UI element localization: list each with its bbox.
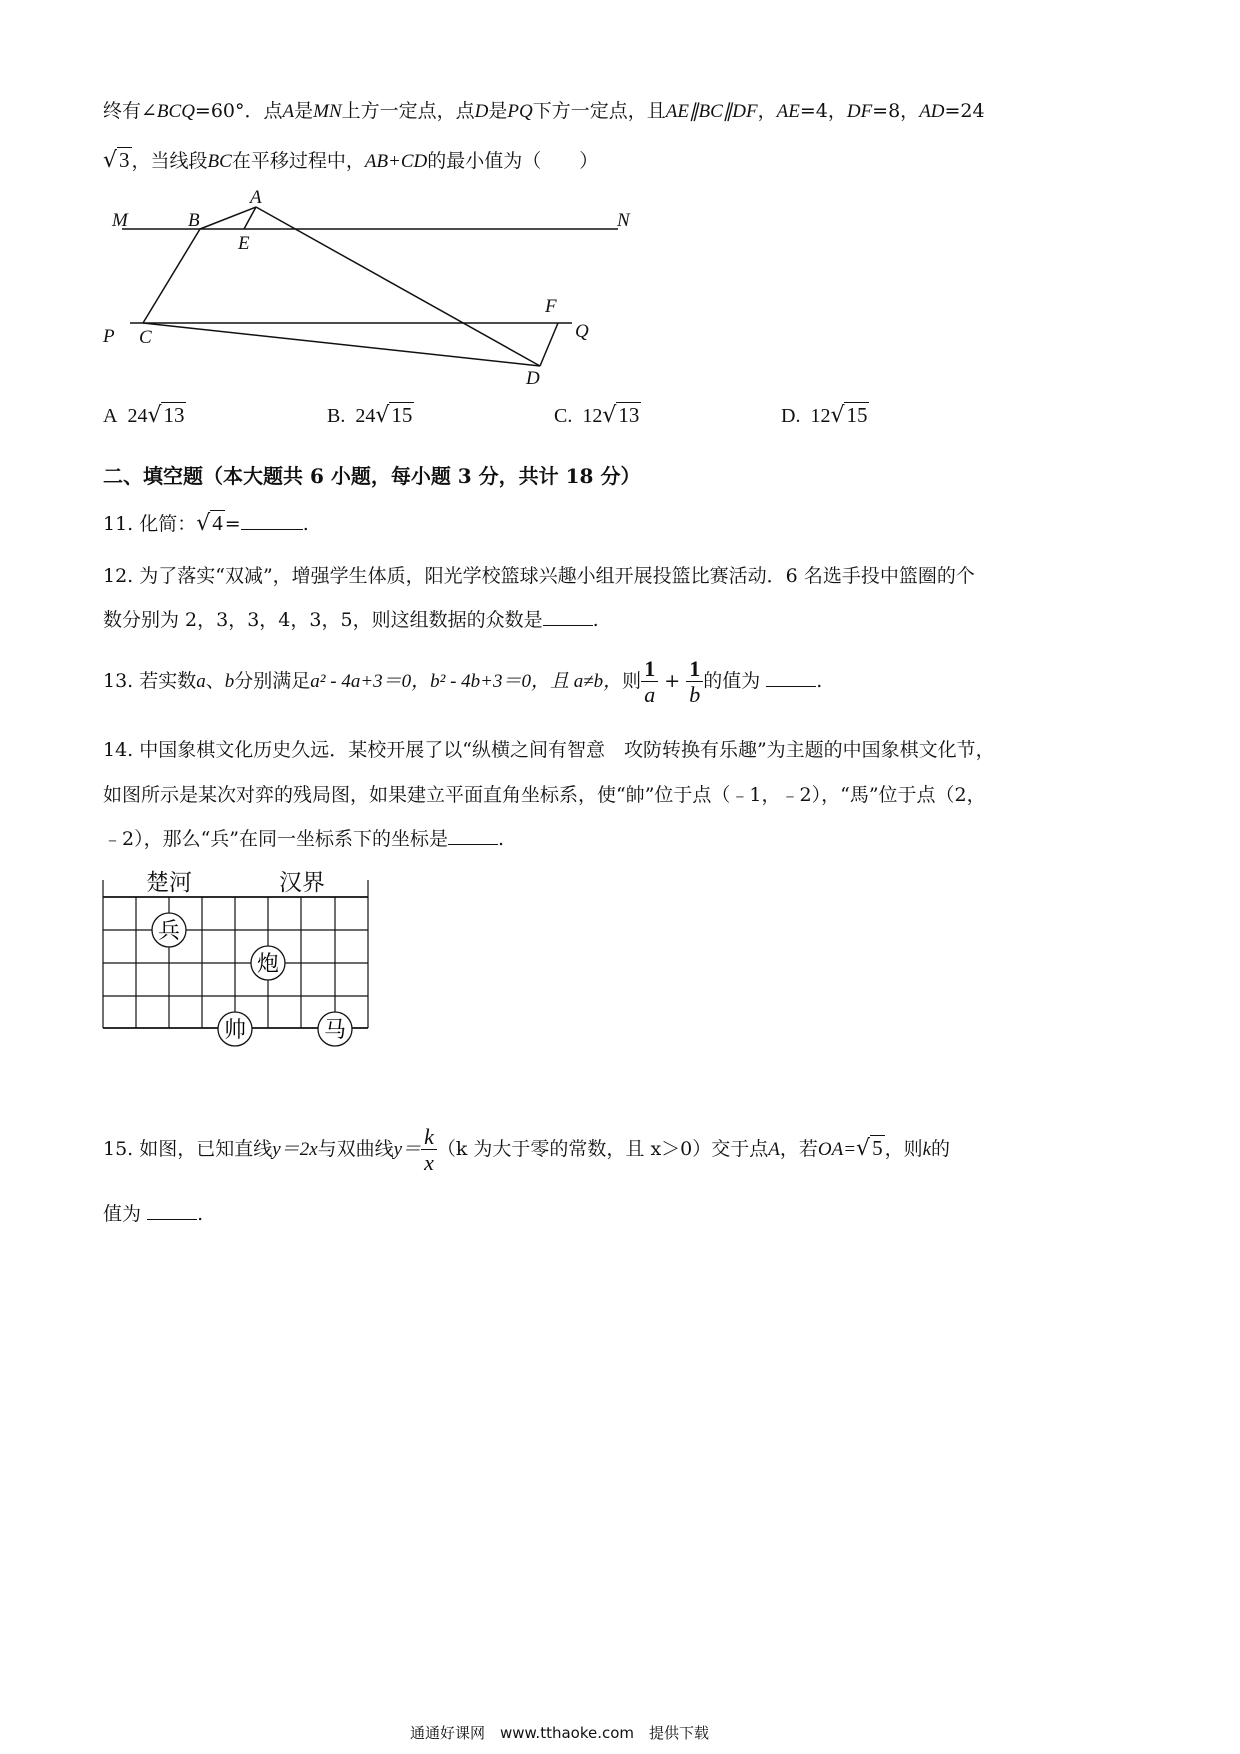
q14-line3: ﹣2），那么“兵”在同一坐标系下的坐标是 . <box>103 828 505 850</box>
chess-piece-label: 炮 <box>256 952 280 977</box>
fraction-1-over-b: $\frac{1}{b}$ <box>686 656 703 708</box>
q10-line1: 终有∠BCQ=60°．点A是MN上方一定点，点D是PQ下方一定点，且AE∥BC∥DF，AE=4，DF=8，AD=24 <box>103 100 985 122</box>
label-m: M <box>112 210 128 231</box>
label-a: A <box>250 187 262 208</box>
label-p: P <box>103 326 115 347</box>
label-c: C <box>139 327 152 348</box>
chess-piece-3 <box>318 1012 352 1046</box>
chess-piece-label: 马 <box>323 1018 347 1043</box>
chess-piece-0 <box>152 913 186 947</box>
footer-text: 通通好课网 www.tthaoke.com 提供下载 <box>410 1724 710 1742</box>
sqrt-4: √4 <box>196 511 223 536</box>
chess-piece-label: 帅 <box>223 1018 247 1043</box>
sqrt-5: √5 <box>856 1135 883 1161</box>
label-e: E <box>238 233 250 254</box>
option-d[interactable]: D. 12√15 <box>781 403 868 428</box>
label-q: Q <box>575 321 589 342</box>
sqrt-3: √3 <box>103 148 130 173</box>
option-a[interactable]: A 24√13 <box>103 403 185 428</box>
fraction-k-over-x: $\frac{k}{x}$ <box>421 1124 437 1176</box>
q15-line1: 15. 如图，已知直线y＝2x与双曲线y＝ $\frac{k}{x}$ （k 为大于零的常数，且 x＞0）交于点A，若OA=√5 ，则k的 <box>103 1124 951 1176</box>
q12-line1: 12. 为了落实“双减”，增强学生体质，阳光学校篮球兴趣小组开展投篮比赛活动．6 名选手投中篮圈的个 <box>103 565 975 587</box>
fraction-1-over-a: $\frac{1}{a}$ <box>641 656 658 708</box>
q10-line2: √3 ，当线段BC在平移过程中，AB+CD的最小值为（ ） <box>103 148 599 173</box>
option-c[interactable]: C. 12√13 <box>554 403 640 428</box>
q14-line2: 如图所示是某次对弈的残局图，如果建立平面直角坐标系，使“帥”位于点（﹣1，﹣2），“馬”位于点（2， <box>103 784 986 806</box>
chess-piece-label: 兵 <box>157 919 181 944</box>
q13: 13. 若实数a、b分别满足a² - 4a+3＝0，b² - 4b+3＝0，且 a≠b，则 $\frac{1}{a}$ + $\frac{1}{b}$ 的值为 . <box>103 656 823 708</box>
q14-line1: 14. 中国象棋文化历史久远．某校开展了以“纵横之间有智意 攻防转换有乐趣”为主题的中国象棋文化节， <box>103 739 995 761</box>
chess-piece-2 <box>218 1012 252 1046</box>
q12-line2: 数分别为 2，3，3，4，3，5，则这组数据的众数是 . <box>103 609 599 631</box>
label-d: D <box>526 368 540 389</box>
option-b[interactable]: B. 24√15 <box>327 403 413 428</box>
board-chuhe: 楚河 <box>146 870 192 896</box>
chess-piece-1 <box>251 946 285 980</box>
q11: 11. 化简：√4 = . <box>103 511 309 536</box>
label-n: N <box>617 210 630 231</box>
answer-blank[interactable] <box>147 1201 197 1220</box>
section-heading: 二、填空题（本大题共 6 小题，每小题 3 分，共计 18 分） <box>103 464 641 488</box>
label-f: F <box>545 296 557 317</box>
label-b: B <box>188 210 200 231</box>
board-hanjie: 汉界 <box>279 870 325 896</box>
q15-line2: 值为 . <box>103 1203 204 1225</box>
